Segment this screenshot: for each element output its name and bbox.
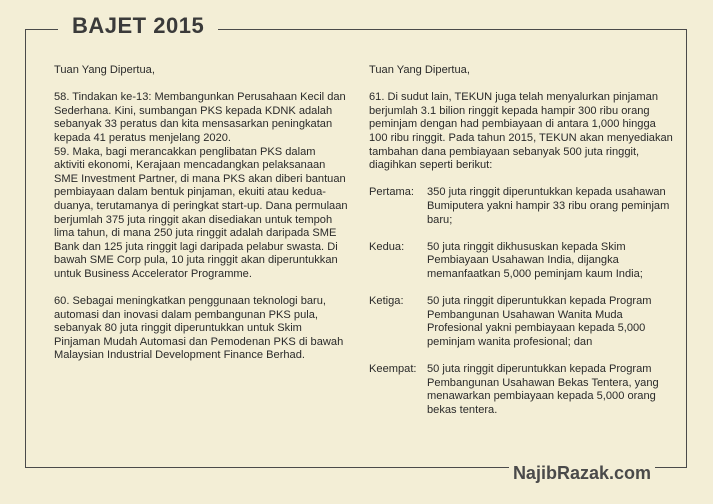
list-text: 50 juta ringgit dikhususkan kepada Skim Pembiayaan Usahawan India, dijangka memanfaatkan 5,000 peminjam kaum India; xyxy=(427,240,643,280)
list-item-kedua xyxy=(369,241,675,282)
paragraph-58: 58. Tindakan ke-13: Membangunkan Perusahaan Kecil dan Sederhana. Kini, sumbangan PKS kepada KDNK adalah sebanyak 33 peratus dan kita mensasarkan peningkatan kepada 41 peratus menjelang 2020. xyxy=(54,91,346,144)
paragraph-59: 59. Maka, bagi merancakkan penglibatan PKS dalam aktiviti ekonomi, Kerajaan mencadangkan pelaksanaan SME Investment Partner, di mana PKS akan diberi bantuan pembiayaan dalam bentuk pinjaman, ekuiti atau kedua-duanya, terutamanya di peringkat start-up. Dana permulaan berjumlah 375 juta ringgit akan disediakan untuk tempoh lima tahun, di mana 250 juta ringgit adalah daripada SME Bank dan 125 juta ringgit lagi daripada pelabur swasta. Di bawah SME Corp pula, 10 juta ringgit akan diperuntukkan untuk Business Accelerator Programme. xyxy=(54,145,348,280)
list-label: Ketiga: xyxy=(369,295,404,308)
list-item-pertama xyxy=(369,186,675,227)
paragraph-61: 61. Di sudut lain, TEKUN juga telah menyalurkan pinjaman berjumlah 3.1 bilion ringgit kepada hampir 300 ribu orang peminjam dengan had pembiayaan di antara 1,000 hingga 100 ribu ringgit. Pada tahun 2015, TEKUN akan menyediakan tambahan dana pembiayaan sebanyak 500 juta ringgit, diagihkan seperti berikut: xyxy=(369,91,673,172)
list-label: Kedua: xyxy=(369,240,405,253)
right-salutation: Tuan Yang Dipertua, xyxy=(369,64,470,76)
list-item-ketiga xyxy=(369,295,675,349)
site-brand: NajibRazak.com xyxy=(509,463,655,484)
left-salutation: Tuan Yang Dipertua, xyxy=(54,64,155,76)
list-text: 50 juta ringgit diperuntukkan kepada Program Pembangunan Usahawan Wanita Muda Profesional yakni pembiayaan kepada 5,000 peminjam wanita profesional; dan xyxy=(427,295,652,348)
list-label: Keempat: xyxy=(369,363,417,376)
list-text: 50 juta ringgit diperuntukkan kepada Program Pembangunan Usahawan Bekas Tentera, yang menawarkan pembiayaan kepada 5,000 orang bekas tentera. xyxy=(427,363,659,416)
right-column xyxy=(369,64,675,417)
left-column xyxy=(54,64,348,363)
list-item-keempat xyxy=(369,363,675,417)
page-title: BAJET 2015 xyxy=(58,13,218,39)
list-label: Pertama: xyxy=(369,186,415,199)
paragraph-60: 60. Sebagai meningkatkan penggunaan teknologi baru, automasi dan inovasi dalam pembangunan PKS pula, sebanyak 80 juta ringgit diperuntukkan untuk Skim Pinjaman Mudah Automasi dan Pemodenan PKS di bawah Malaysian Industrial Development Finance Berhad. xyxy=(54,295,344,362)
list-text: 350 juta ringgit diperuntukkan kepada usahawan Bumiputera yakni hampir 33 ribu orang peminjam baru; xyxy=(427,186,670,226)
